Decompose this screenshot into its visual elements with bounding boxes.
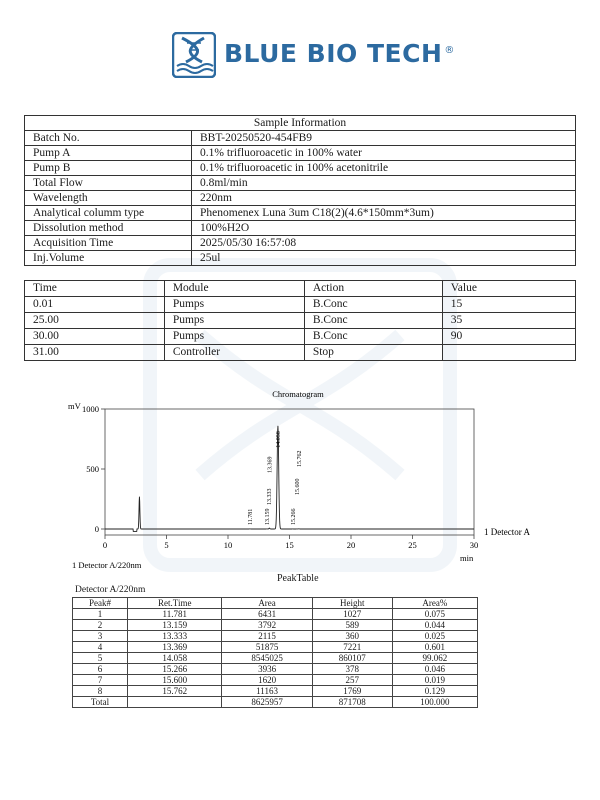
program-header-cell: Module: [164, 281, 304, 297]
y-tick-label: 500: [86, 464, 99, 474]
sample-info-row: [25, 161, 576, 176]
plot-frame: [105, 409, 474, 535]
x-unit-label: min: [460, 553, 474, 563]
sample-info-label: Analytical columm type: [25, 206, 192, 221]
peak-row-cell: 51875: [222, 642, 312, 653]
peak-row-cell: 6431: [222, 609, 312, 620]
peak-total-cell: Total: [73, 697, 128, 708]
program-row-cell: Pumps: [164, 329, 304, 345]
x-tick-label: 15: [285, 540, 294, 550]
sample-info-row: [25, 146, 576, 161]
sample-info-value: BBT-20250520-454FB9: [192, 131, 576, 146]
trace-label: 1 Detector A: [484, 527, 530, 537]
program-row-cell: 30.00: [25, 329, 165, 345]
peak-row-cell: 8545025: [222, 653, 312, 664]
sample-info-label: Wavelength: [25, 191, 192, 206]
peak-row: [73, 609, 478, 620]
peak-row-cell: 7: [73, 675, 128, 686]
program-row-cell: 0.01: [25, 297, 165, 313]
program-row-cell: Stop: [304, 345, 442, 361]
peak-label: 15.762: [296, 450, 303, 467]
sample-info-value: 25ul: [192, 251, 576, 266]
sample-info-label: Pump B: [25, 161, 192, 176]
peak-row-cell: 860107: [312, 653, 392, 664]
peak-table: [72, 597, 478, 708]
sample-info-row: [25, 251, 576, 266]
peak-label: 15.266: [290, 508, 297, 525]
peak-row-cell: 3792: [222, 620, 312, 631]
peak-row: [73, 664, 478, 675]
sample-information-table: [24, 115, 576, 266]
program-row-cell: B.Conc: [304, 329, 442, 345]
sample-info-label: Total Flow: [25, 176, 192, 191]
peak-total: [73, 697, 478, 708]
detector-footer-label: 1 Detector A/220nm: [72, 560, 142, 570]
peak-row-cell: 1027: [312, 609, 392, 620]
peak-row: [73, 686, 478, 697]
peak-row-cell: 8: [73, 686, 128, 697]
peak-row-cell: 0.046: [392, 664, 477, 675]
peak-row-cell: 3936: [222, 664, 312, 675]
peak-row-cell: 0.044: [392, 620, 477, 631]
peak-row-cell: 0.019: [392, 675, 477, 686]
program-row-cell: 31.00: [25, 345, 165, 361]
sample-info-row: [25, 191, 576, 206]
y-tick-label: 0: [94, 524, 99, 534]
peak-row-cell: 3: [73, 631, 128, 642]
peak-total-cell: 100.000: [392, 697, 477, 708]
program-row: [25, 345, 576, 361]
sample-info-value: 2025/05/30 16:57:08: [192, 236, 576, 251]
peak-row-cell: 0.129: [392, 686, 477, 697]
sample-info-label: Inj.Volume: [25, 251, 192, 266]
x-tick-label: 5: [164, 540, 169, 550]
peak-table-detector: Detector A/220nm: [75, 585, 146, 595]
program-row: [25, 329, 576, 345]
peak-row-cell: 6: [73, 664, 128, 675]
program-row-cell: 15: [442, 297, 575, 313]
peak-row-cell: 0.025: [392, 631, 477, 642]
sample-info-value: 0.1% trifluoroacetic in 100% acetonitrile: [192, 161, 576, 176]
peak-label: 15.600: [294, 478, 301, 495]
program-header: [25, 281, 576, 297]
program-header-cell: Time: [25, 281, 165, 297]
x-tick-label: 20: [346, 540, 356, 550]
x-tick-label: 25: [408, 540, 417, 550]
sample-info-label: Acquisition Time: [25, 236, 192, 251]
peak-row-cell: 7221: [312, 642, 392, 653]
chromatogram-trace: [105, 426, 474, 532]
program-row-cell: B.Conc: [304, 313, 442, 329]
peak-row-cell: 1: [73, 609, 128, 620]
program-row-cell: 35: [442, 313, 575, 329]
peak-row-cell: 15.600: [128, 675, 222, 686]
peak-row-cell: 5: [73, 653, 128, 664]
sample-info-row: [25, 221, 576, 236]
peak-total-cell: [128, 697, 222, 708]
peak-row-cell: 13.369: [128, 642, 222, 653]
peak-header-cell: Area%: [392, 598, 477, 609]
chromatogram-chart: [60, 385, 540, 575]
peak-header-cell: Height: [312, 598, 392, 609]
peak-row-cell: 11163: [222, 686, 312, 697]
peak-row-cell: 15.266: [128, 664, 222, 675]
x-tick-label: 30: [469, 540, 479, 550]
peak-row-cell: 99.062: [392, 653, 477, 664]
peak-label: 13.159: [264, 508, 271, 525]
sample-info-value: 220nm: [192, 191, 576, 206]
gradient-program-table: [24, 280, 576, 361]
peak-row-cell: 1769: [312, 686, 392, 697]
peak-row-cell: 14.058: [128, 653, 222, 664]
peak-header-cell: Ret.Time: [128, 598, 222, 609]
peak-row-cell: 378: [312, 664, 392, 675]
peak-label: 13.333: [266, 488, 273, 505]
peak-header: [73, 598, 478, 609]
chart-title: Chromatogram: [272, 389, 324, 399]
peak-label: 11.781: [247, 508, 254, 525]
peak-row-cell: 0.075: [392, 609, 477, 620]
peak-row-cell: 0.601: [392, 642, 477, 653]
sample-info-value: Phenomenex Luna 3um C18(2)(4.6*150mm*3um): [192, 206, 576, 221]
dna-logo-icon: [172, 32, 216, 78]
sample-information-title: Sample Information: [25, 116, 576, 131]
peak-row-cell: 2115: [222, 631, 312, 642]
sample-info-value: 100%H2O: [192, 221, 576, 236]
program-row: [25, 297, 576, 313]
y-unit-label: mV: [68, 401, 81, 411]
peak-row-cell: 15.762: [128, 686, 222, 697]
sample-info-label: Dissolution method: [25, 221, 192, 236]
brand-logo: [172, 30, 455, 82]
peak-total-cell: 871708: [312, 697, 392, 708]
y-tick-label: 1000: [82, 404, 99, 414]
program-row-cell: Pumps: [164, 297, 304, 313]
peak-label: 13.369: [267, 456, 274, 473]
peak-row: [73, 653, 478, 664]
peak-label: 14.058: [275, 431, 282, 448]
peak-row: [73, 620, 478, 631]
x-tick-label: 10: [223, 540, 233, 550]
peak-row: [73, 675, 478, 686]
sample-info-row: [25, 236, 576, 251]
x-tick-label: 0: [102, 540, 108, 550]
peak-row-cell: 4: [73, 642, 128, 653]
peak-total-cell: 8625957: [222, 697, 312, 708]
program-row-cell: Controller: [164, 345, 304, 361]
peak-row-cell: 13.333: [128, 631, 222, 642]
sample-info-row: [25, 131, 576, 146]
program-row-cell: B.Conc: [304, 297, 442, 313]
peak-row-cell: 360: [312, 631, 392, 642]
peak-header-cell: Area: [222, 598, 312, 609]
sample-info-row: [25, 176, 576, 191]
sample-info-value: 0.1% trifluoroacetic in 100% water: [192, 146, 576, 161]
program-row-cell: 25.00: [25, 313, 165, 329]
peak-row: [73, 631, 478, 642]
peak-row-cell: 2: [73, 620, 128, 631]
program-row-cell: 90: [442, 329, 575, 345]
peak-header-cell: Peak#: [73, 598, 128, 609]
peak-row-cell: 257: [312, 675, 392, 686]
peak-row-cell: 1620: [222, 675, 312, 686]
program-header-cell: Action: [304, 281, 442, 297]
sample-info-label: Pump A: [25, 146, 192, 161]
program-row-cell: [442, 345, 575, 361]
peak-row: [73, 642, 478, 653]
program-row: [25, 313, 576, 329]
sample-info-value: 0.8ml/min: [192, 176, 576, 191]
sample-info-label: Batch No.: [25, 131, 192, 146]
peak-row-cell: 13.159: [128, 620, 222, 631]
program-row-cell: Pumps: [164, 313, 304, 329]
peak-row-cell: 589: [312, 620, 392, 631]
brand-name: BLUE BIO TECH ®: [224, 39, 455, 68]
peak-table-title: PeakTable: [277, 573, 319, 584]
program-header-cell: Value: [442, 281, 575, 297]
sample-info-row: [25, 206, 576, 221]
peak-row-cell: 11.781: [128, 609, 222, 620]
